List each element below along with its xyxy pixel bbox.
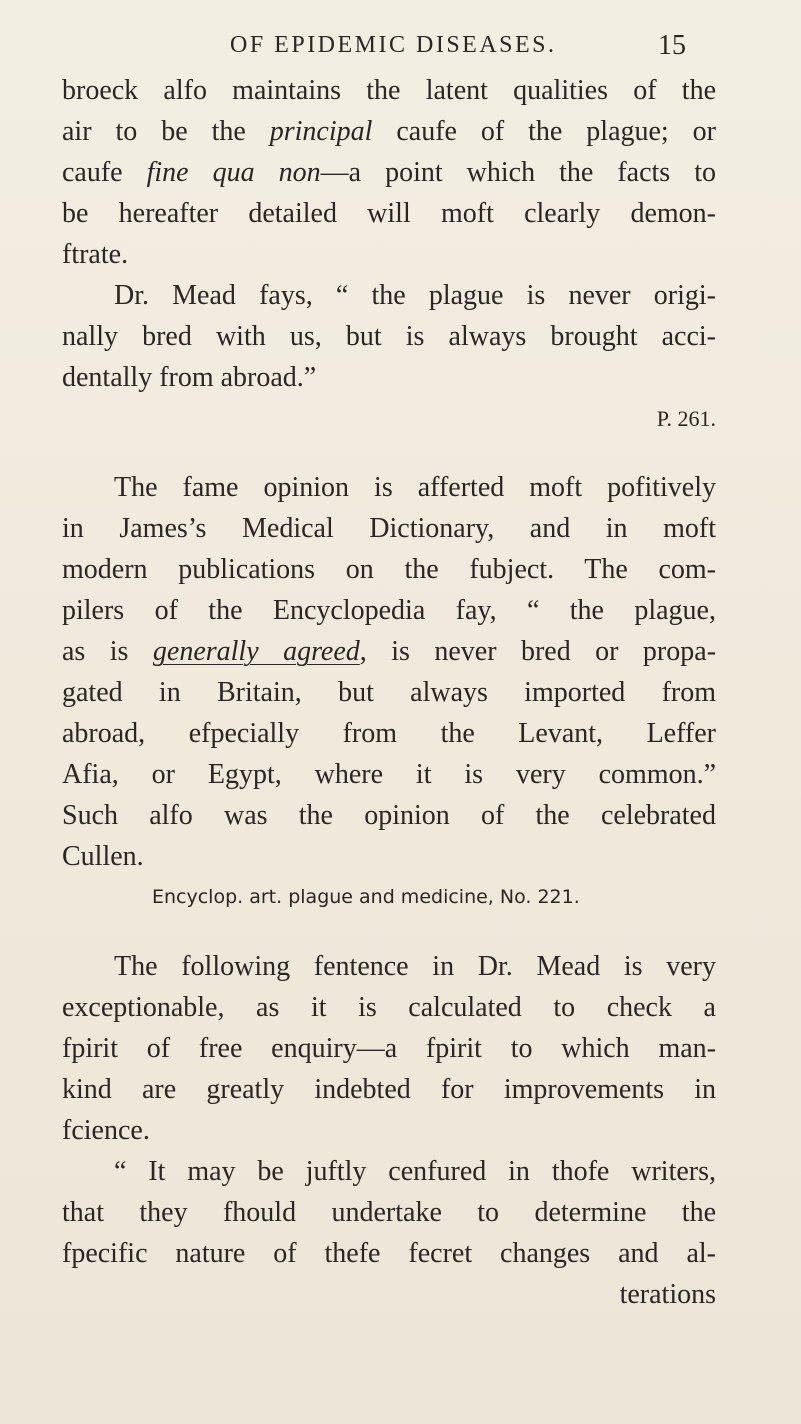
text-line: Such alfo was the opinion of the celebrated bbox=[62, 800, 716, 831]
paragraph-4 bbox=[62, 946, 716, 1151]
text-line: ftrate. bbox=[62, 239, 129, 270]
text-line: air to be the principal caufe of the plague; or bbox=[62, 116, 716, 147]
italic-text: fine qua non bbox=[146, 157, 321, 188]
text-line: gated in Britain, but always imported from bbox=[62, 677, 716, 708]
paragraph-1 bbox=[62, 70, 716, 275]
text-line: modern publications on the fubject. The com- bbox=[62, 554, 716, 585]
text-line: broeck alfo maintains the latent qualities of the bbox=[62, 75, 716, 106]
text-line: in James’s Medical Dictionary, and in moft bbox=[62, 513, 716, 544]
text-line: Afia, or Egypt, where it is very common.” bbox=[62, 759, 716, 790]
text-line: The following fentence in Dr. Mead is very bbox=[114, 951, 716, 982]
catchword: terations bbox=[619, 1279, 716, 1310]
text-line: nally bred with us, but is always brought acci- bbox=[62, 321, 716, 352]
italic-text: principal bbox=[269, 116, 373, 147]
italic-text: generally agreed bbox=[152, 636, 360, 667]
text-line: fpirit of free enquiry—a fpirit to which man- bbox=[62, 1033, 716, 1064]
text-line: The fame opinion is afferted moft pofitively bbox=[114, 472, 716, 503]
text-line: fpecific nature of thefe fecret changes and al- bbox=[62, 1238, 716, 1269]
text-line: fcience. bbox=[62, 1115, 150, 1146]
text-line: Cullen. bbox=[62, 841, 144, 872]
text-line: caufe fine qua non—a point which the facts to bbox=[62, 157, 716, 188]
text-line: dentally from abroad.” bbox=[62, 362, 317, 393]
text-line: exceptionable, as it is calculated to check a bbox=[62, 992, 716, 1023]
text-line: abroad, efpecially from the Levant, Leffer bbox=[62, 718, 716, 749]
running-head: OF EPIDEMIC DISEASES. bbox=[230, 32, 557, 58]
body-text bbox=[62, 70, 716, 1315]
text-line: “ It may be juftly cenfured in thofe writers, bbox=[114, 1156, 716, 1187]
page-number: 15 bbox=[658, 30, 686, 61]
text-line: pilers of the Encyclopedia fay, “ the plague, bbox=[62, 595, 716, 626]
citation: Encyclop. art. plague and medicine, No. 221. bbox=[152, 886, 580, 908]
paragraph-5 bbox=[62, 1151, 716, 1274]
text-line: that they fhould undertake to determine the bbox=[62, 1197, 716, 1228]
text-line: be hereafter detailed will moft clearly demon- bbox=[62, 198, 716, 229]
page-header bbox=[0, 30, 801, 70]
citation: P. 261. bbox=[656, 406, 716, 431]
text-line: kind are greatly indebted for improvements in bbox=[62, 1074, 716, 1105]
text-line: as is generally agreed, is never bred or propa- bbox=[62, 636, 717, 667]
paragraph-3 bbox=[62, 467, 716, 918]
text-line: Dr. Mead fays, “ the plague is never origi- bbox=[114, 280, 716, 311]
paragraph-2 bbox=[62, 275, 716, 439]
